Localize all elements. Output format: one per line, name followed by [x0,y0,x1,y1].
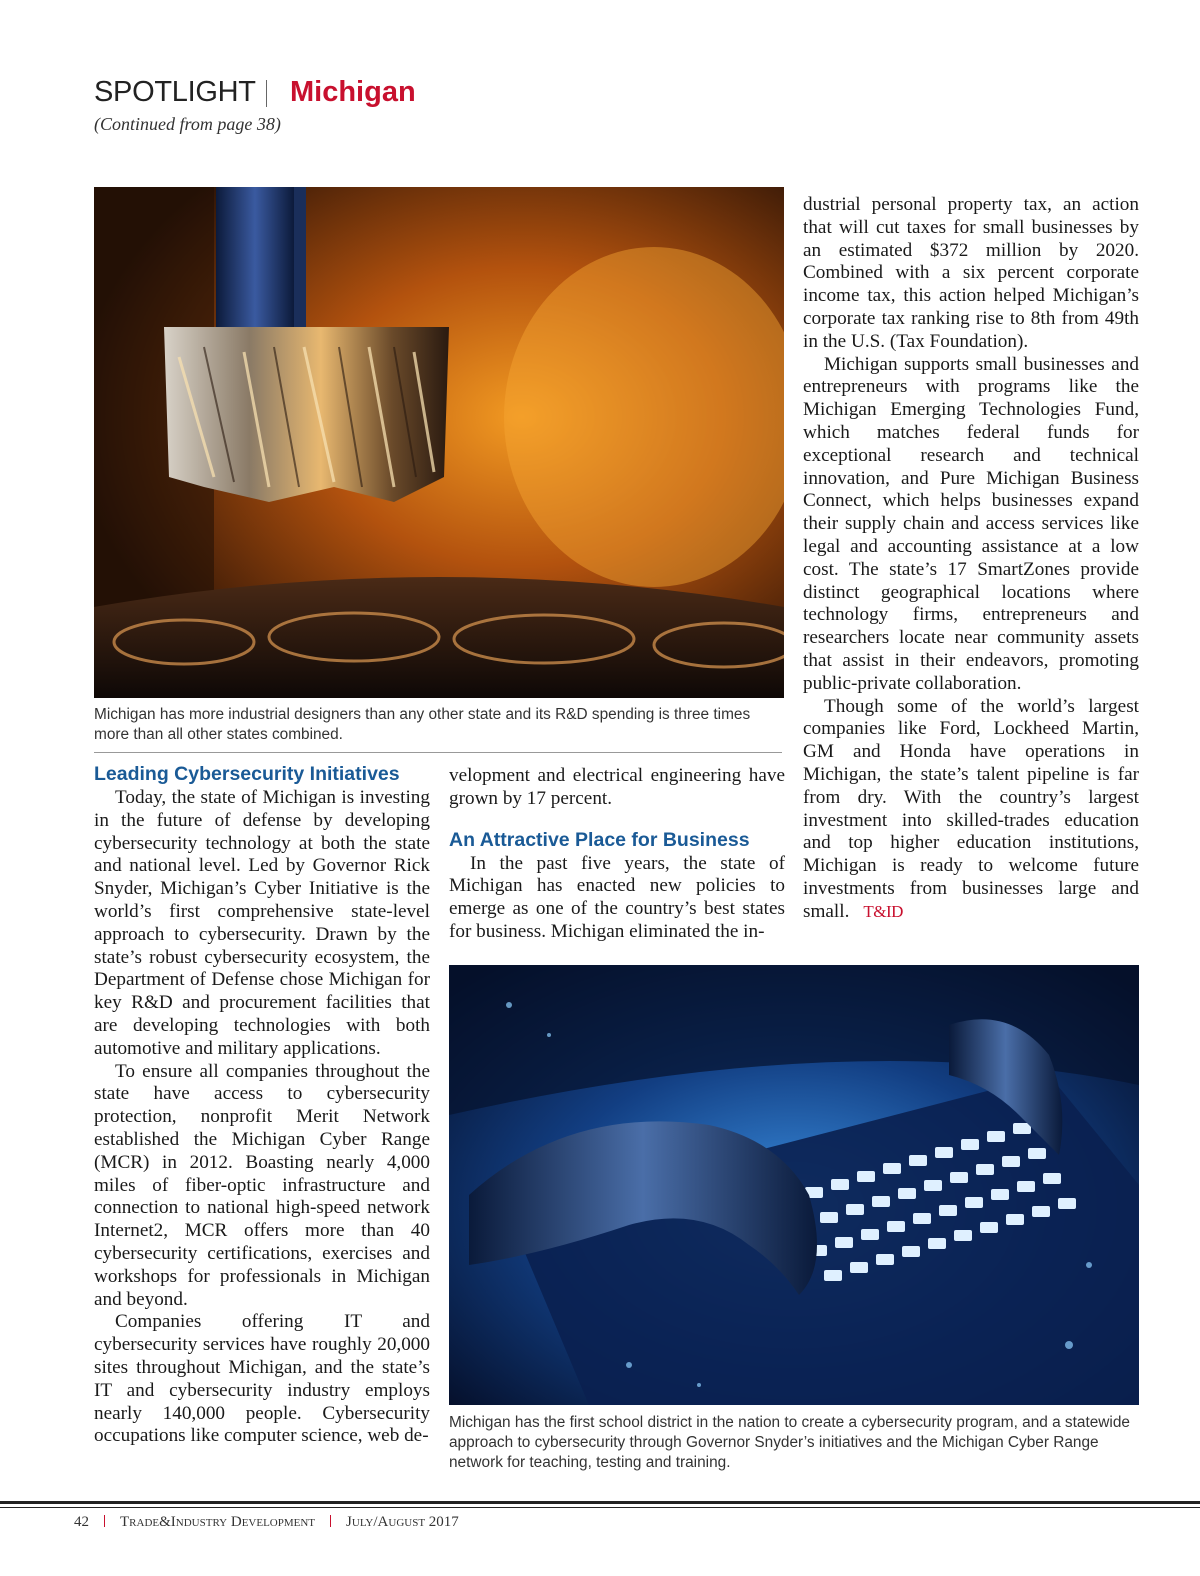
paragraph: In the past five years, the state of Michigan has enacted new policies to emerge as one of the country’s best states for business. Michigan eliminated the in- [449,852,785,942]
article-column-2 [449,765,785,944]
paragraph: Today, the state of Michigan is investing in the future of defense by developing cybersecurity technology at both the state and national level. Led by Governor Rick Snyder, Michigan’s Cyber Initiative is the world’s first comprehensive state-level approach to cybersecurity. Drawn by the state’s robust cybersecurity ecosystem, the Department of Defense chose Michigan for key R&D and procurement facilities that are developing technologies with both automotive and military applications. [94,787,430,1059]
footer-rule [0,1501,1200,1504]
photo-keyboard [449,965,1139,1405]
publication-name: Trade&Industry Development [120,1514,316,1530]
paragraph: Companies offering IT and cybersecurity services have roughly 20,000 sites throughout Michigan, and the state’s IT and cybersecurity industry employs nearly 140,000 people. Cybersecurity occupations like computer science, web de- [94,1311,430,1447]
caption-rule [94,752,782,753]
article-column-1 [94,762,430,1448]
footer-rule-thin [0,1507,1200,1508]
keyboard-hands-photo-icon [449,965,1139,1405]
footer [74,1514,459,1531]
heading-cybersecurity: Leading Cybersecurity Initiatives [94,763,400,785]
continued-note: (Continued from page 38) [94,114,281,134]
photo-caption-bottom: Michigan has the first school district in the nation to create a cybersecurity program, and a statewide approach to cybersecurity through Governor Snyder’s initiatives and the Michigan Cyber Range network for teaching, testing and training. [449,1414,1130,1471]
section-topic: Michigan [290,76,416,108]
paragraph: dustrial personal property tax, an action that will cut taxes for small businesses by an estimated $372 million by 2020. Combined with a six percent corporate income tax, this action helped Michigan’s corporate tax ranking rise to 8th from 49th in the U.S. (Tax Foundation). [803,194,1139,352]
footer-divider [104,1515,105,1527]
page-number: 42 [74,1514,89,1530]
paragraph: Michigan supports small businesses and entrepreneurs with programs like the Michigan Emerging Technologies Fund, which matches federal funds for exceptional research and technical innovation, and Pure Michigan Business Connect, which helps businesses expand their supply chain and access services like legal and accounting assistance at a low cost. The state’s 17 SmartZones provide distinct geographical locations where technology firms, entrepreneurs and researchers locate near community assets that assist in their endeavors, promoting public-private collaboration. [803,353,1139,694]
issue-date: July/August 2017 [346,1514,459,1530]
photo-caption-top: Michigan has more industrial designers than any other state and its R&D spending is three times more than all other states combined. [94,706,751,743]
paragraph [803,696,1139,924]
paragraph: To ensure all companies throughout the state have access to cybersecurity protection, nonprofit Merit Network established the Michigan Cyber Range (MCR) in 2012. Boasting nearly 4,000 miles of fiber-optic infrastructure and connection to national high-speed network Internet2, MCR offers more than 40 cybersecurity certifications, exercises and workshops for professionals in Michigan and beyond. [94,1060,430,1310]
section-label: SPOTLIGHT [94,76,256,108]
paragraph-text: Though some of the world’s largest companies like Ford, Lockheed Martin, GM and Honda have operations in Michigan, the state’s talent pipeline is far from dry. With the country’s largest investment into skilled-trades education and top higher education institutions, Michigan is ready to welcome future investments from businesses large and small. [803,695,1139,922]
footer-divider [330,1515,331,1527]
photo-drill-bit [94,187,784,698]
heading-business: An Attractive Place for Business [449,828,750,851]
header-divider [266,80,267,107]
article-column-3 [803,194,1139,924]
end-mark: T&ID [863,901,903,921]
drill-bit-photo-icon [94,187,784,698]
paragraph: velopment and electrical engineering have grown by 17 percent. [449,765,785,809]
